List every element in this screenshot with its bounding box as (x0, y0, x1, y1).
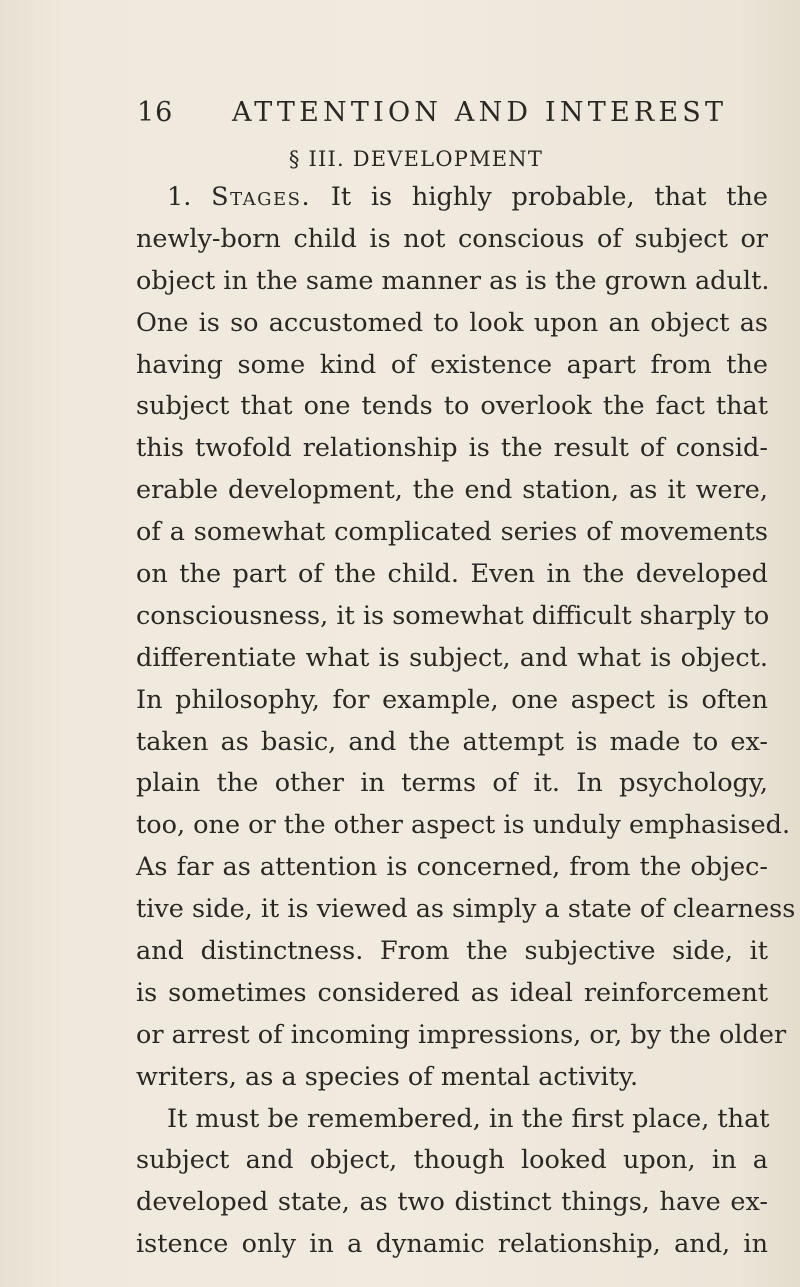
text-line: of a somewhat complicated series of movements (136, 517, 768, 548)
text-line: on the part of the child. Even in the developed (136, 559, 768, 590)
text-line: plain the other in terms of it. In psychology, (136, 768, 768, 799)
text-line: having some kind of existence apart from the (136, 349, 768, 380)
running-title: ATTENTION AND INTEREST (232, 97, 728, 128)
text-line: developed state, as two distinct things, have ex- (136, 1187, 768, 1218)
page-number: 16 (137, 97, 174, 128)
text-line (136, 177, 768, 219)
text-line: this twofold relationship is the result of consid- (136, 433, 768, 464)
section-heading: § III. DEVELOPMENT (288, 147, 544, 171)
text-line: subject that one tends to overlook the fact that (136, 391, 768, 422)
text-line: taken as basic, and the attempt is made to ex- (136, 726, 768, 757)
text-line: erable development, the end station, as it were, (136, 475, 768, 506)
running-head (0, 97, 800, 137)
paragraph-number: 1. (167, 182, 192, 212)
text-line: object in the same manner as is the grown adult. (136, 265, 770, 296)
paragraph-lead-term: Stages. (211, 182, 312, 212)
text-line: As far as attention is concerned, from the objec- (136, 852, 768, 883)
line-text: It is highly probable, that the (330, 182, 769, 212)
text-line: writers, as a species of mental activity. (136, 1061, 639, 1092)
text-line: and distinctness. From the subjective side, it (136, 936, 768, 967)
text-line: too, one or the other aspect is unduly emphasised. (136, 810, 791, 841)
text-line: differentiate what is subject, and what is object. (136, 642, 768, 673)
text-line: subject and object, though looked upon, in a (136, 1145, 768, 1176)
text-line: is sometimes considered as ideal reinforcement (136, 977, 768, 1008)
text-line: tive side, it is viewed as simply a state of clearness (136, 894, 796, 925)
text-line: or arrest of incoming impressions, or, by the older (136, 1019, 787, 1050)
body-text (136, 177, 796, 1266)
text-line: consciousness, it is somewhat difficult sharply to (136, 600, 770, 631)
text-line: In philosophy, for example, one aspect is often (136, 684, 768, 715)
text-line: It must be remembered, in the first place, that (167, 1103, 770, 1134)
text-line: One is so accustomed to look upon an object as (136, 307, 768, 338)
text-line: istence only in a dynamic relationship, and, in (136, 1229, 768, 1260)
text-line: newly-born child is not conscious of subject or (136, 223, 768, 254)
